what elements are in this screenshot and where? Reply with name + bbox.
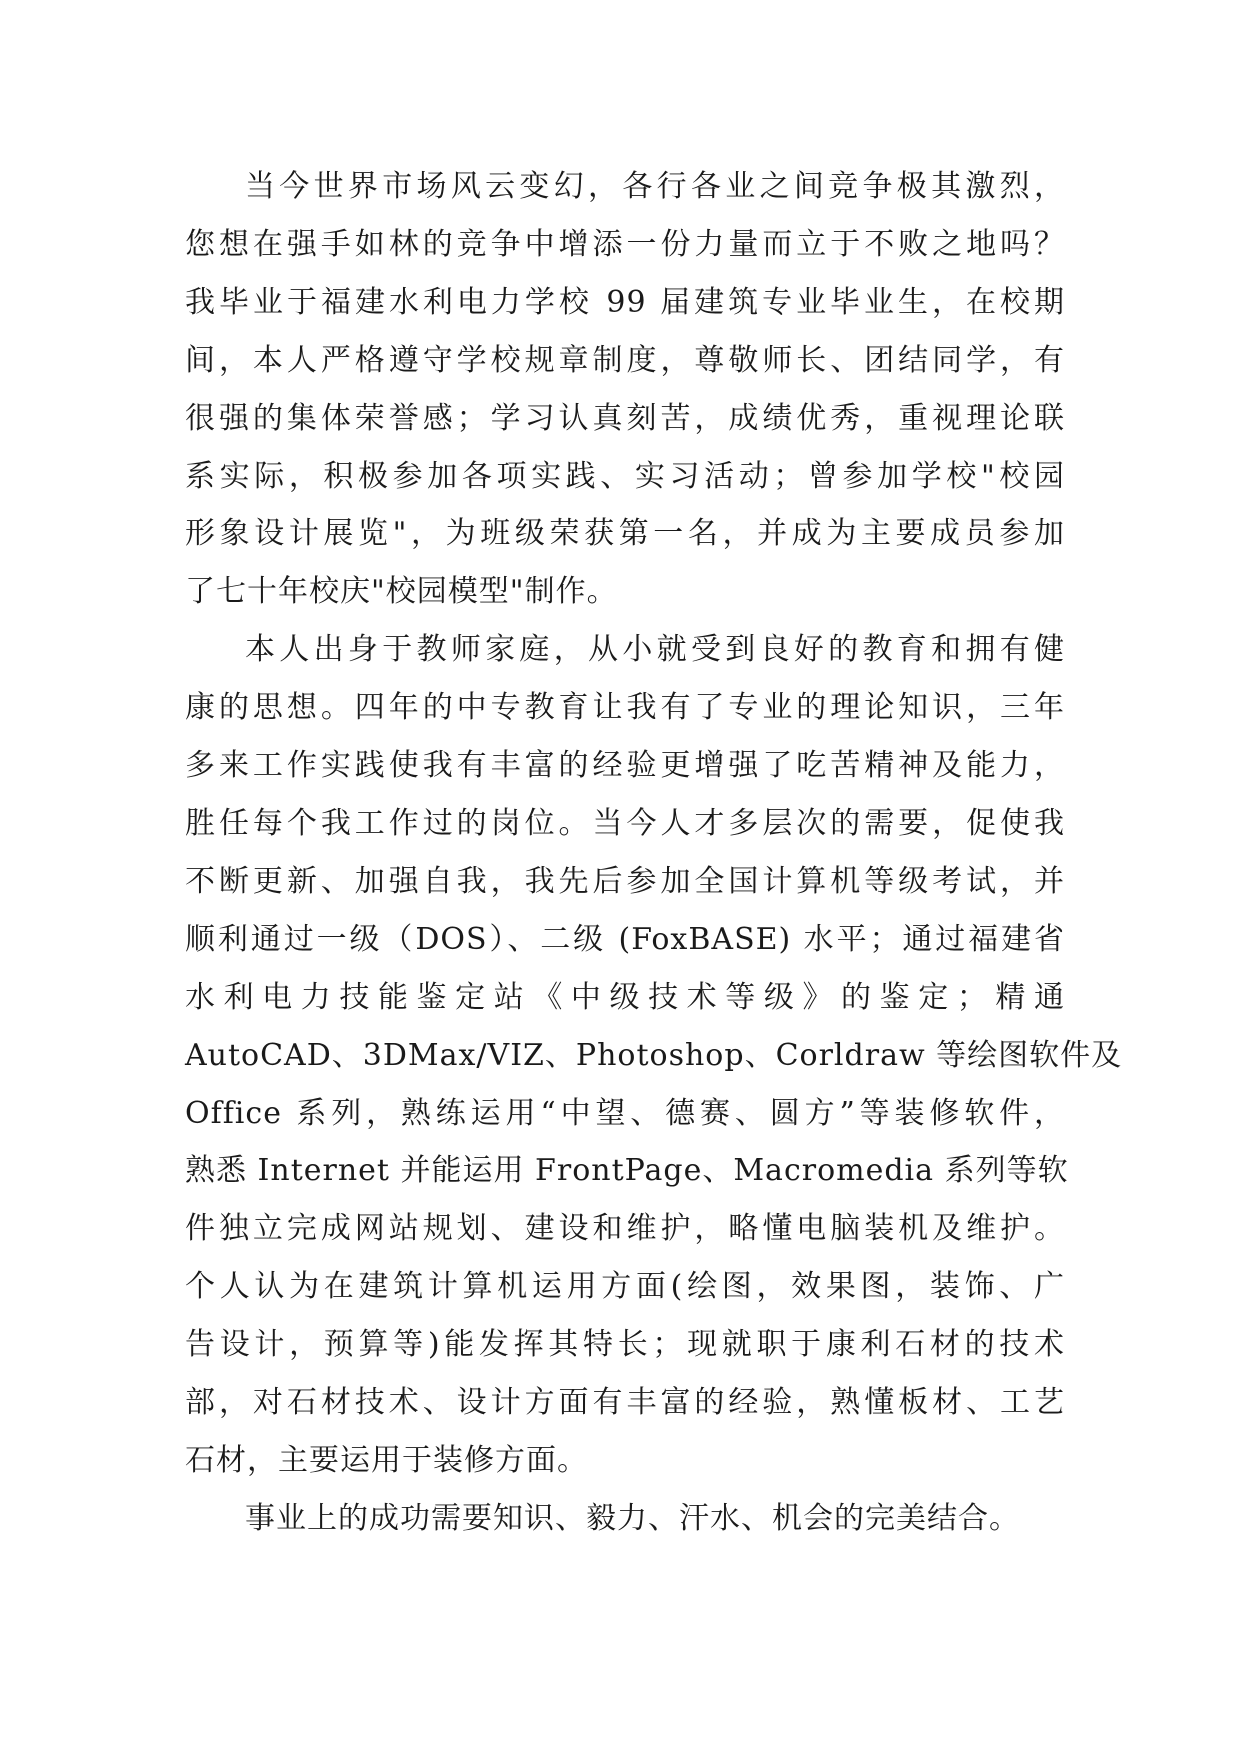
text-line: 多来工作实践使我有丰富的经验更增强了吃苦精神及能力， xyxy=(185,748,1065,784)
text-line: 件独立完成网站规划、建设和维护，略懂电脑装机及维护。 xyxy=(185,1211,1065,1247)
text-line: 我毕业于福建水利电力学校 99 届建筑专业毕业生，在校期 xyxy=(185,284,1065,320)
text-line: Office 系列，熟练运用“中望、德赛、圆方”等装修软件， xyxy=(185,1095,1065,1131)
document-body xyxy=(185,158,1123,1548)
text-line: 系实际，积极参加各项实践、实习活动；曾参加学校"校园 xyxy=(185,458,1065,494)
text-line: 个人认为在建筑计算机运用方面(绘图，效果图，装饰、广 xyxy=(185,1269,1065,1305)
text-line: 不断更新、加强自我，我先后参加全国计算机等级考试，并 xyxy=(185,863,1065,899)
text-line: 顺利通过一级（DOS）、二级 (FoxBASE) 水平；通过福建省 xyxy=(185,921,1065,957)
text-line: 胜任每个我工作过的岗位。当今人才多层次的需要，促使我 xyxy=(185,805,1065,841)
text-line: 形象设计展览"，为班级荣获第一名，并成为主要成员参加 xyxy=(185,516,1065,552)
text-line: AutoCAD、3DMax/VIZ、Photoshop、Corldraw 等绘图软件及 xyxy=(185,1037,1123,1073)
text-line: 石材，主要运用于装修方面。 xyxy=(185,1442,588,1478)
text-line: 部，对石材技术、设计方面有丰富的经验，熟懂板材、工艺 xyxy=(185,1385,1065,1421)
text-line: 间，本人严格遵守学校规章制度，尊敬师长、团结同学，有 xyxy=(185,342,1065,378)
paragraph-2 xyxy=(185,621,1123,1490)
text-line: 事业上的成功需要知识、毅力、汗水、机会的完美结合。 xyxy=(245,1500,1020,1536)
text-line: 康的思想。四年的中专教育让我有了专业的理论知识，三年 xyxy=(185,690,1065,726)
paragraph-1 xyxy=(185,158,1065,621)
text-line: 很强的集体荣誉感；学习认真刻苦，成绩优秀，重视理论联 xyxy=(185,400,1065,436)
text-line: 本人出身于教师家庭，从小就受到良好的教育和拥有健 xyxy=(245,632,1065,668)
text-line: 告设计，预算等)能发挥其特长；现就职于康利石材的技术 xyxy=(185,1327,1065,1363)
text-line: 您想在强手如林的竞争中增添一份力量而立于不败之地吗？ xyxy=(185,226,1065,262)
text-line: 了七十年校庆"校园模型"制作。 xyxy=(185,574,618,610)
paragraph-3 xyxy=(185,1490,1065,1548)
text-line: 熟悉 Internet 并能运用 FrontPage、Macromedia 系列等软 xyxy=(185,1153,1069,1189)
text-line: 水利电力技能鉴定站《中级技术等级》的鉴定；精通 xyxy=(185,979,1065,1015)
text-line: 当今世界市场风云变幻，各行各业之间竞争极其激烈， xyxy=(245,169,1065,204)
